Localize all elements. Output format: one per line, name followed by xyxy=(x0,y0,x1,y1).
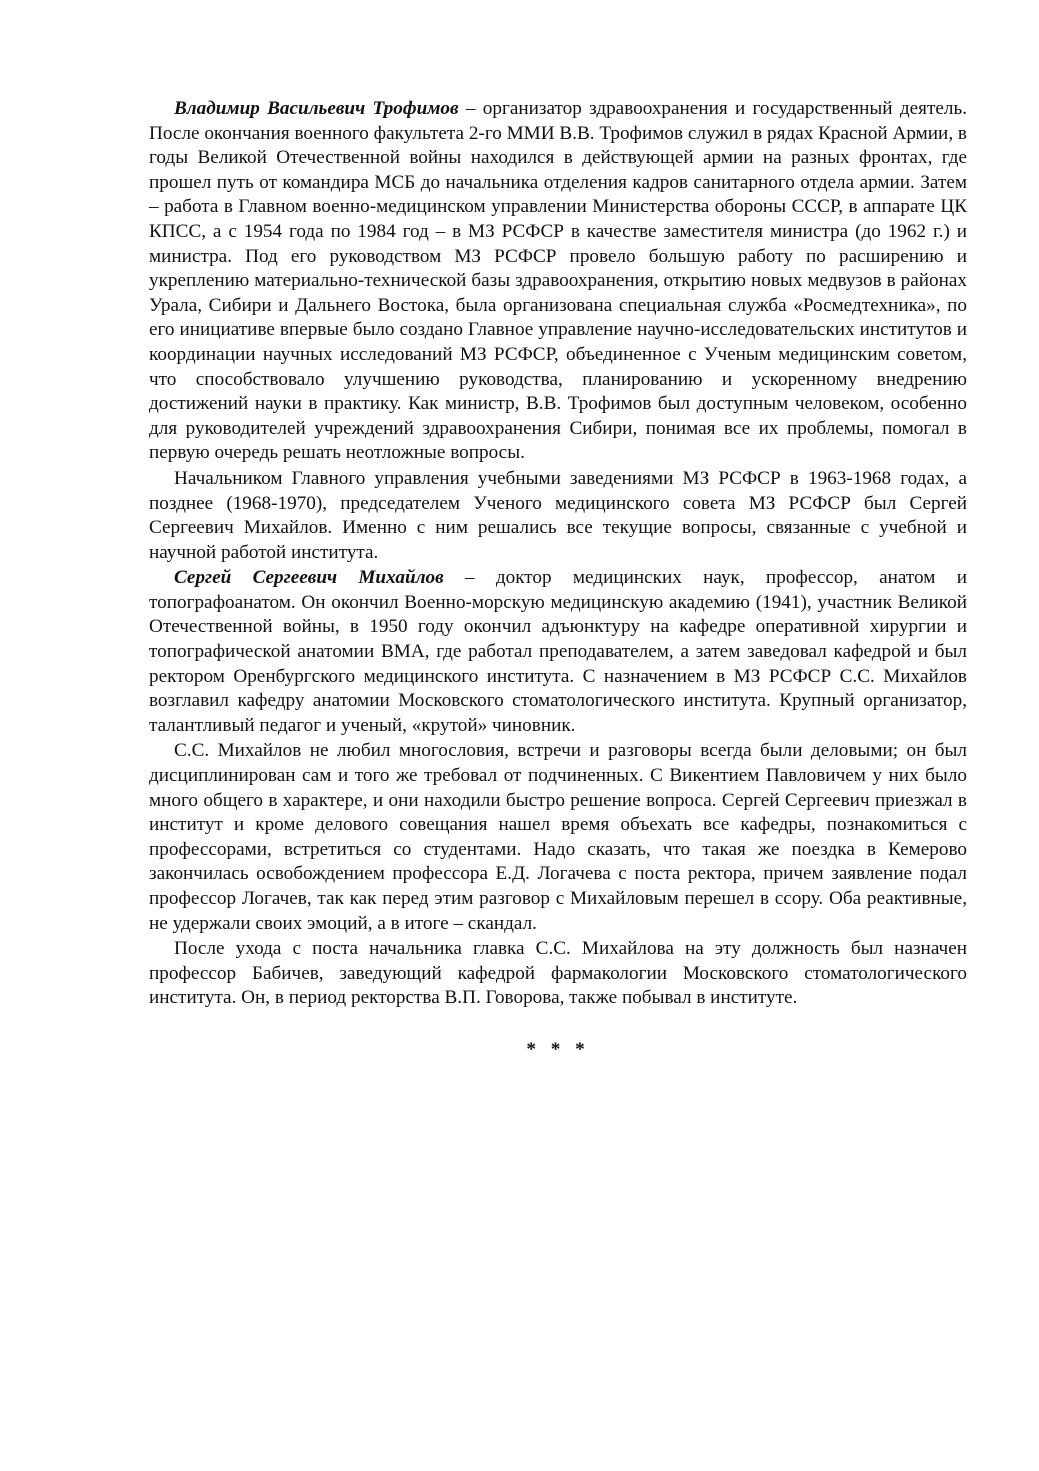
paragraph-trofimov xyxy=(149,97,967,466)
paragraph-text: Начальником Главного управления учебными заведениями МЗ РСФСР в 1963-1968 годах, а позднее (1968-1970), председателем Ученого медицинского совета МЗ РСФСР был Сергей Сергеевич Михайлов. Именно с ним решались все текущие вопросы, связанные с учебной и научной работой института. xyxy=(149,467,967,563)
document-page xyxy=(149,97,967,1063)
paragraph-text: – организатор здравоохранения и государственный деятель. После окончания военного факультета 2-го ММИ В.В. Трофимов служил в рядах Красной Армии, в годы Великой Отечественной войны находился в действующей армии на разных фронтах, где прошел путь от командира МСБ до начальника отделения кадров санитарного отдела армии. Затем – работа в Главном военно-медицинском управлении Министерства обороны СССР, в аппарате ЦК КПСС, а с 1954 года по 1984 год – в МЗ РСФСР в качестве заместителя министра (до 1962 г.) и министра. Под его руководством МЗ РСФСР провело большую работу по расширению и укреплению материально-технической базы здравоохранения, открытию новых медвузов в районах Урала, Сибири и Дальнего Востока, была организована специальная служба «Росмедтехника», по его инициативе впервые было создано Главное управление научно-исследовательских институтов и координации научных исследований МЗ РСФСР, объединенное с Ученым медицинским советом, что способствовало улучшению руководства, планированию и ускоренному внедрению достижений науки в практику. Как министр, В.В. Трофимов был доступным человеком, особенно для руководителей учреждений здравоохранения Сибири, понимая все их проблемы, помогал в первую очередь решать неотложные вопросы. xyxy=(149,98,967,464)
paragraph-text: С.С. Михайлов не любил многословия, встречи и разговоры всегда были деловыми; он был дисциплинирован сам и того же требовал от подчиненных. С Викентием Павловичем у них было много общего в характере, и они находили быстро решение вопроса. Сергей Сергеевич приезжал в институт и кроме делового совещания нашел время объехать все кафедры, познакомиться с профессорами, встретиться со студентами. Надо сказать, что такая же поездка в Кемерово закончилась освобождением профессора Е.Д. Логачева с поста ректора, причем заявление подал профессор Логачев, так как перед этим разговор с Михайловым перешел в ссору. Оба реактивные, не удержали своих эмоций, а в итоге – скандал. xyxy=(149,740,967,934)
paragraph-text: – доктор медицинских наук, профессор, анатом и топографоанатом. Он окончил Военно-морскую медицинскую академию (1941), участник Великой Отечественной войны, в 1950 году окончил адъюнктуру на кафедре оперативной хирургии и топографической анатомии ВМА, где работал преподавателем, а затем заведовал кафедрой и был ректором Оренбургского медицинского института. С назначением в МЗ РСФСР С.С. Михайлов возглавил кафедру анатомии Московского стоматологического института. Крупный организатор, талантливый педагог и ученый, «крутой» чиновник. xyxy=(149,567,967,736)
paragraph-babichev xyxy=(149,937,967,1011)
paragraph-mikhailov xyxy=(149,566,967,738)
section-separator: * * * xyxy=(526,1038,590,1060)
paragraph-glavk-head xyxy=(149,467,967,565)
person-name-trofimov: Владимир Васильевич Трофимов xyxy=(174,98,459,119)
paragraph-text: После ухода с поста начальника главка С.С. Михайлова на эту должность был назначен профессор Бабичев, заведующий кафедрой фармакологии Московского стоматологического института. Он, в период ректорства В.П. Говорова, также побывал в институте. xyxy=(149,938,967,1009)
paragraph-mikhailov-character xyxy=(149,739,967,936)
person-name-mikhailov: Сергей Сергеевич Михайлов xyxy=(174,567,444,589)
